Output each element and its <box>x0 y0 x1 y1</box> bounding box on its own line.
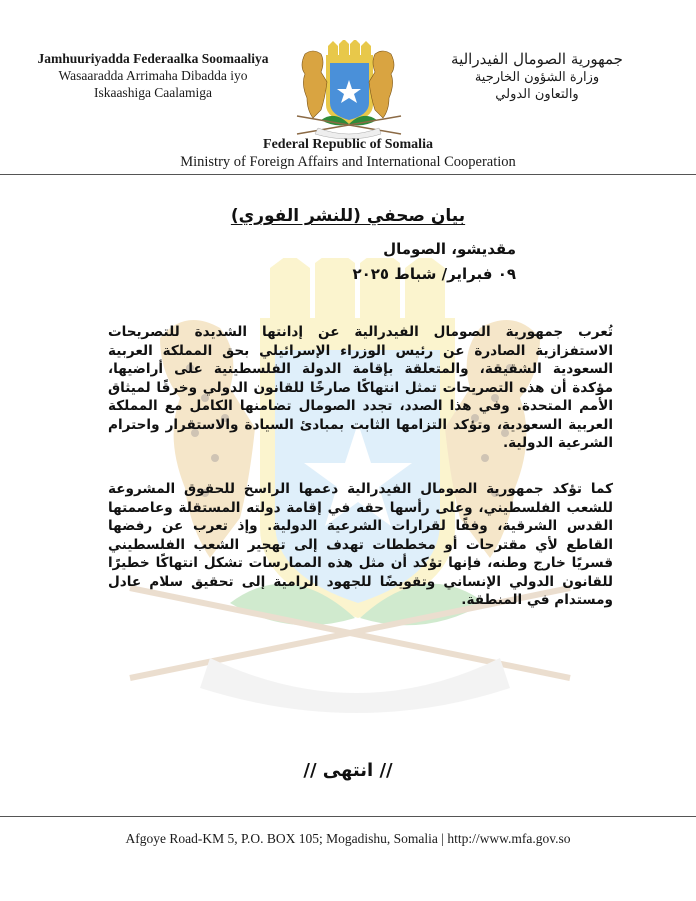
somali-republic-name: Jamhuuriyadda Federaalka Soomaaliya <box>37 51 269 66</box>
arabic-ministry-name-line1: وزارة الشؤون الخارجية <box>474 70 600 85</box>
arabic-republic-name: جمهورية الصومال الفيدرالية <box>451 50 623 68</box>
english-republic-name: Federal Republic of Somalia <box>263 137 433 152</box>
header-english-block <box>0 136 696 171</box>
statement-paragraph-2: كما تؤكد جمهورية الصومال الفيدرالية دعمها الراسخ للحقوق المشروعة للشعب الفلسطيني، وعلى رأسها حقه في إقامة دولته المستقلة وعاصمتها القدس الشرقية، وفقًا لقرارات الشرعية الدولية. وإذ تعرب عن رفضها القاطع لأي مقترحات أو مخططات تهدف إلى تهجير الشعب الفلسطيني قسريًا خارج وطنه، فإنها تؤكد أن مثل هذه الممارسات تشكل انتهاكًا خطيرًا للقانون الدولي الإنساني وتقويضًا للجهود الرامية إلى تحقيق سلام عادل ومستدام في المنطقة. <box>108 481 613 608</box>
statement-place: مقديشو، الصومال <box>383 240 516 258</box>
header-arabic-block <box>392 50 682 103</box>
footer-divider <box>0 816 696 817</box>
somali-ministry-name-line1: Wasaaradda Arrimaha Dibadda iyo <box>58 68 248 83</box>
footer-address: Afgoye Road-KM 5, P.O. BOX 105; Mogadishu, Somalia | http://www.mfa.gov.so <box>125 831 571 846</box>
statement-paragraph-1: تُعرب جمهورية الصومال الفيدرالية عن إدانتها الشديدة للتصريحات الاستفزازية الصادرة عن رئيس الوزراء الإسرائيلي بحق المملكة العربية السعودية الشقيقة، والمتعلقة بإقامة الدولة الفلسطينية على أراضيها، مؤكدة أن هذه التصريحات تمثل انتهاكًا صارخًا للقانون الدولي وخرقًا لميثاق الأمم المتحدة. وفي هذا الصدد، تجدد الصومال تضامنها الكامل مع المملكة العربية السعودية، وتؤكد التزامها الثابت بمبادئ السيادة والاستقرار واحترام الشرعية الدولية. <box>108 324 613 451</box>
somali-ministry-name-line2: Iskaashiga Caalamiga <box>93 85 213 100</box>
english-ministry-name: Ministry of Foreign Affairs and International Cooperation <box>180 154 516 170</box>
header-divider <box>0 174 696 175</box>
statement-date: ٠٩ فبراير/ شباط ٢٠٢٥ <box>352 265 516 283</box>
arabic-ministry-name-line2: والتعاون الدولي <box>495 87 579 102</box>
statement-title: بيان صحفي (للنشر الفوري) <box>230 206 466 226</box>
header-somali-block <box>18 50 288 101</box>
statement-end-mark: // انتهى // <box>303 760 393 781</box>
